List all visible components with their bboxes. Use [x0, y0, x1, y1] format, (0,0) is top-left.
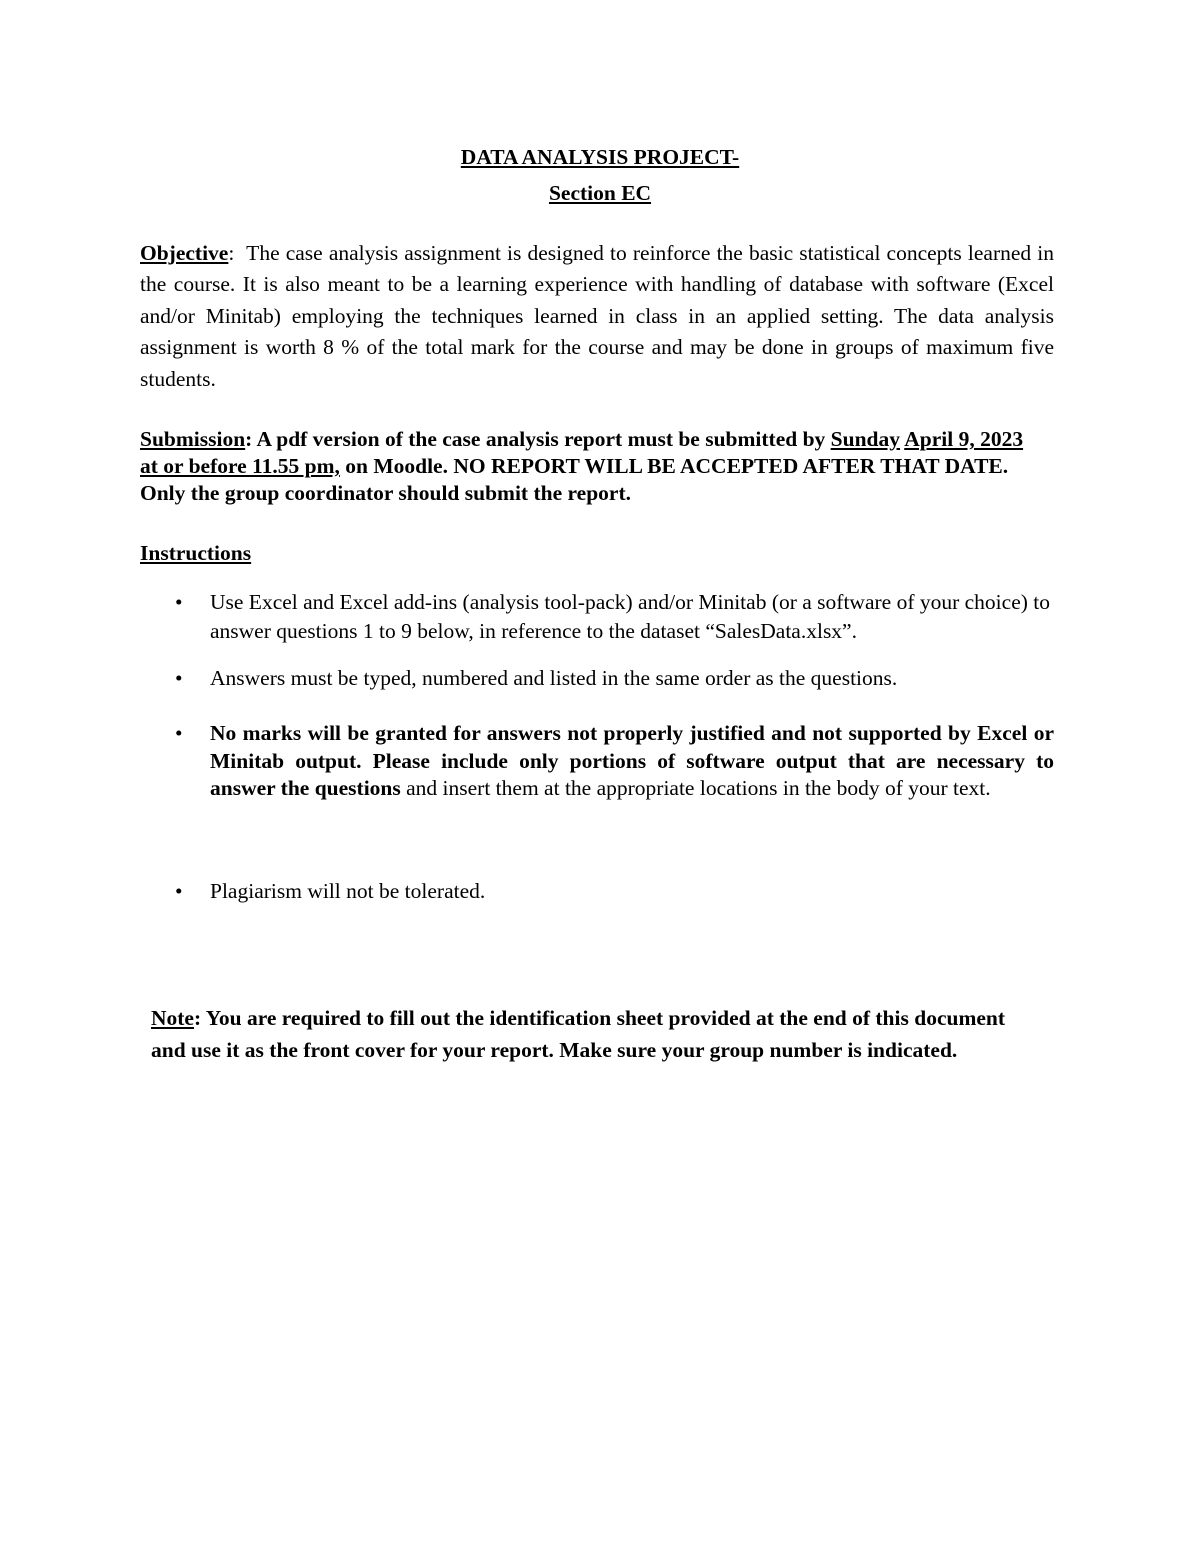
instruction-text-3-rest: and insert them at the appropriate locations in the body of your text.	[400, 776, 991, 800]
submission-label: Submission	[140, 427, 246, 451]
objective-paragraph	[140, 238, 1060, 395]
bullet-icon: •	[175, 590, 183, 614]
objective-label: Objective	[140, 241, 229, 265]
objective-text: The case analysis assignment is designed to reinforce the basic statistical concepts learned in the course. It is also meant to be a learning experience with handling of database with software (Excel and/or Minitab) employing the techniques learned in class in an applied setting. The data analysis assignment is worth 8 % of the total mark for the course and may be done in groups of maximum five students.	[140, 241, 1060, 391]
instructions-heading: Instructions	[140, 541, 252, 565]
note-text: : You are required to fill out the identification sheet provided at the end of this document and use it as the front cover for your report. Make sure your group number is indicated.	[151, 1006, 1006, 1062]
section-title: Section EC	[548, 181, 652, 205]
bullet-icon: •	[175, 879, 183, 903]
note-label: Note	[151, 1006, 194, 1030]
instruction-text-4: Plagiarism will not be tolerated.	[210, 879, 486, 903]
bullet-icon: •	[175, 666, 183, 690]
objective-colon: :	[228, 241, 235, 265]
submission-text-1: : A pdf version of the case analysis report must be submitted by	[245, 427, 831, 451]
submission-day: Sunday	[830, 427, 901, 451]
bullet-icon: •	[175, 721, 183, 745]
note-paragraph	[151, 1003, 1031, 1066]
submission-deadline: April 9, 2023 at or before 11.55 pm,	[140, 427, 1024, 478]
instruction-text-3-bold: No marks will be granted for answers not properly justified and not supported by Excel or Minitab output. Please include only portions of software output that are necessary to answer the questions	[210, 721, 1054, 800]
instruction-text-2: Answers must be typed, numbered and listed in the same order as the questions.	[210, 666, 898, 690]
instruction-text-3	[210, 720, 1054, 803]
submission-paragraph	[140, 426, 1040, 507]
submission-text-2: on Moodle. NO REPORT WILL BE ACCEPTED AFTER THAT DATE. Only the group coordinator should submit the report.	[140, 454, 1009, 505]
document-title: DATA ANALYSIS PROJECT-	[460, 145, 740, 169]
instruction-text-1: Use Excel and Excel add-ins (analysis tool-pack) and/or Minitab (or a software of your choice) to answer questions 1 to 9 below, in reference to the dataset “SalesData.xlsx”.	[210, 590, 1051, 643]
